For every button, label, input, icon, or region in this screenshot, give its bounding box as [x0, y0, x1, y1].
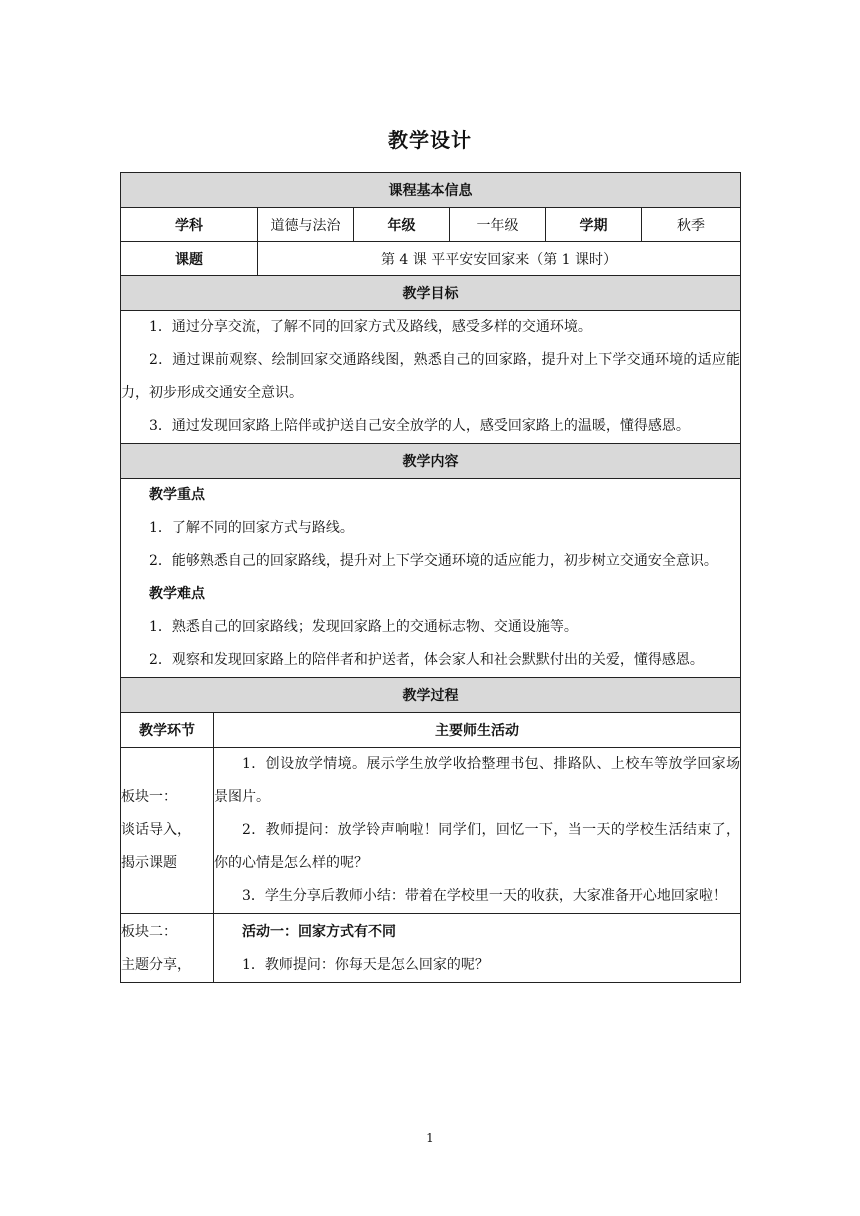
term-label: 学期 — [546, 208, 642, 242]
block1-item: 1．创设放学情境。展示学生放学收拾整理书包、排路队、上校车等放学回家场景图片。 — [214, 756, 741, 805]
key-points-heading: 教学重点 — [149, 487, 205, 503]
process-col-activities: 主要师生活动 — [214, 713, 741, 748]
difficult-points-heading: 教学难点 — [149, 586, 205, 602]
objective-item: 3．通过发现回家路上陪伴或护送自己安全放学的人，感受回家路上的温暖，懂得感恩。 — [149, 418, 690, 434]
block1-label-line: 板块一： — [121, 789, 177, 805]
block2-item: 1．教师提问：你每天是怎么回家的呢？ — [242, 957, 489, 973]
term-value: 秋季 — [642, 208, 741, 242]
block2-activity-title: 活动一：回家方式有不同 — [242, 924, 396, 940]
content-body — [121, 479, 741, 678]
page-title: 教学设计 — [388, 128, 472, 152]
objective-item: 1．通过分享交流，了解不同的回家方式及路线，感受多样的交通环境。 — [149, 319, 592, 335]
key-point-item: 1．了解不同的回家方式与路线。 — [149, 520, 354, 536]
difficult-point-item: 2．观察和发现回家路上的陪伴者和护送者，体会家人和社会默默付出的关爱，懂得感恩。 — [149, 652, 704, 668]
topic-value: 第 4 课 平平安安回家来（第 1 课时） — [258, 242, 741, 276]
block2-activities — [214, 914, 741, 983]
key-point-item: 2．能够熟悉自己的回家路线，提升对上下学交通环境的适应能力，初步树立交通安全意识。 — [149, 553, 718, 569]
grade-label: 年级 — [354, 208, 450, 242]
block2-label-line: 板块二： — [121, 924, 177, 940]
block1-label — [121, 748, 214, 914]
subject-value: 道德与法治 — [258, 208, 354, 242]
block2-label — [121, 914, 214, 983]
lesson-plan-table — [120, 172, 741, 983]
content-header: 教学内容 — [121, 444, 741, 479]
block1-item: 2．教师提问：放学铃声响啦！同学们，回忆一下，当一天的学校生活结束了，你的心情是怎么样的呢？ — [214, 822, 741, 871]
page-number: 1 — [426, 1131, 434, 1145]
grade-value: 一年级 — [450, 208, 546, 242]
objectives-body — [121, 311, 741, 444]
basic-info-header: 课程基本信息 — [121, 173, 741, 208]
block1-label-line: 谈话导入， — [121, 822, 191, 838]
topic-label: 课题 — [121, 242, 258, 276]
subject-label: 学科 — [121, 208, 258, 242]
process-header: 教学过程 — [121, 678, 741, 713]
difficult-point-item: 1．熟悉自己的回家路线；发现回家路上的交通标志物、交通设施等。 — [149, 619, 578, 635]
objective-item: 2．通过课前观察、绘制回家交通路线图，熟悉自己的回家路，提升对上下学交通环境的适应能力，初步形成交通安全意识。 — [121, 352, 741, 401]
block1-activities — [214, 748, 741, 914]
block1-label-line: 揭示课题 — [121, 855, 177, 871]
process-col-stage: 教学环节 — [121, 713, 214, 748]
objectives-header: 教学目标 — [121, 276, 741, 311]
block1-item: 3．学生分享后教师小结：带着在学校里一天的收获，大家准备开心地回家啦！ — [242, 888, 727, 904]
block2-label-line: 主题分享， — [121, 957, 191, 973]
